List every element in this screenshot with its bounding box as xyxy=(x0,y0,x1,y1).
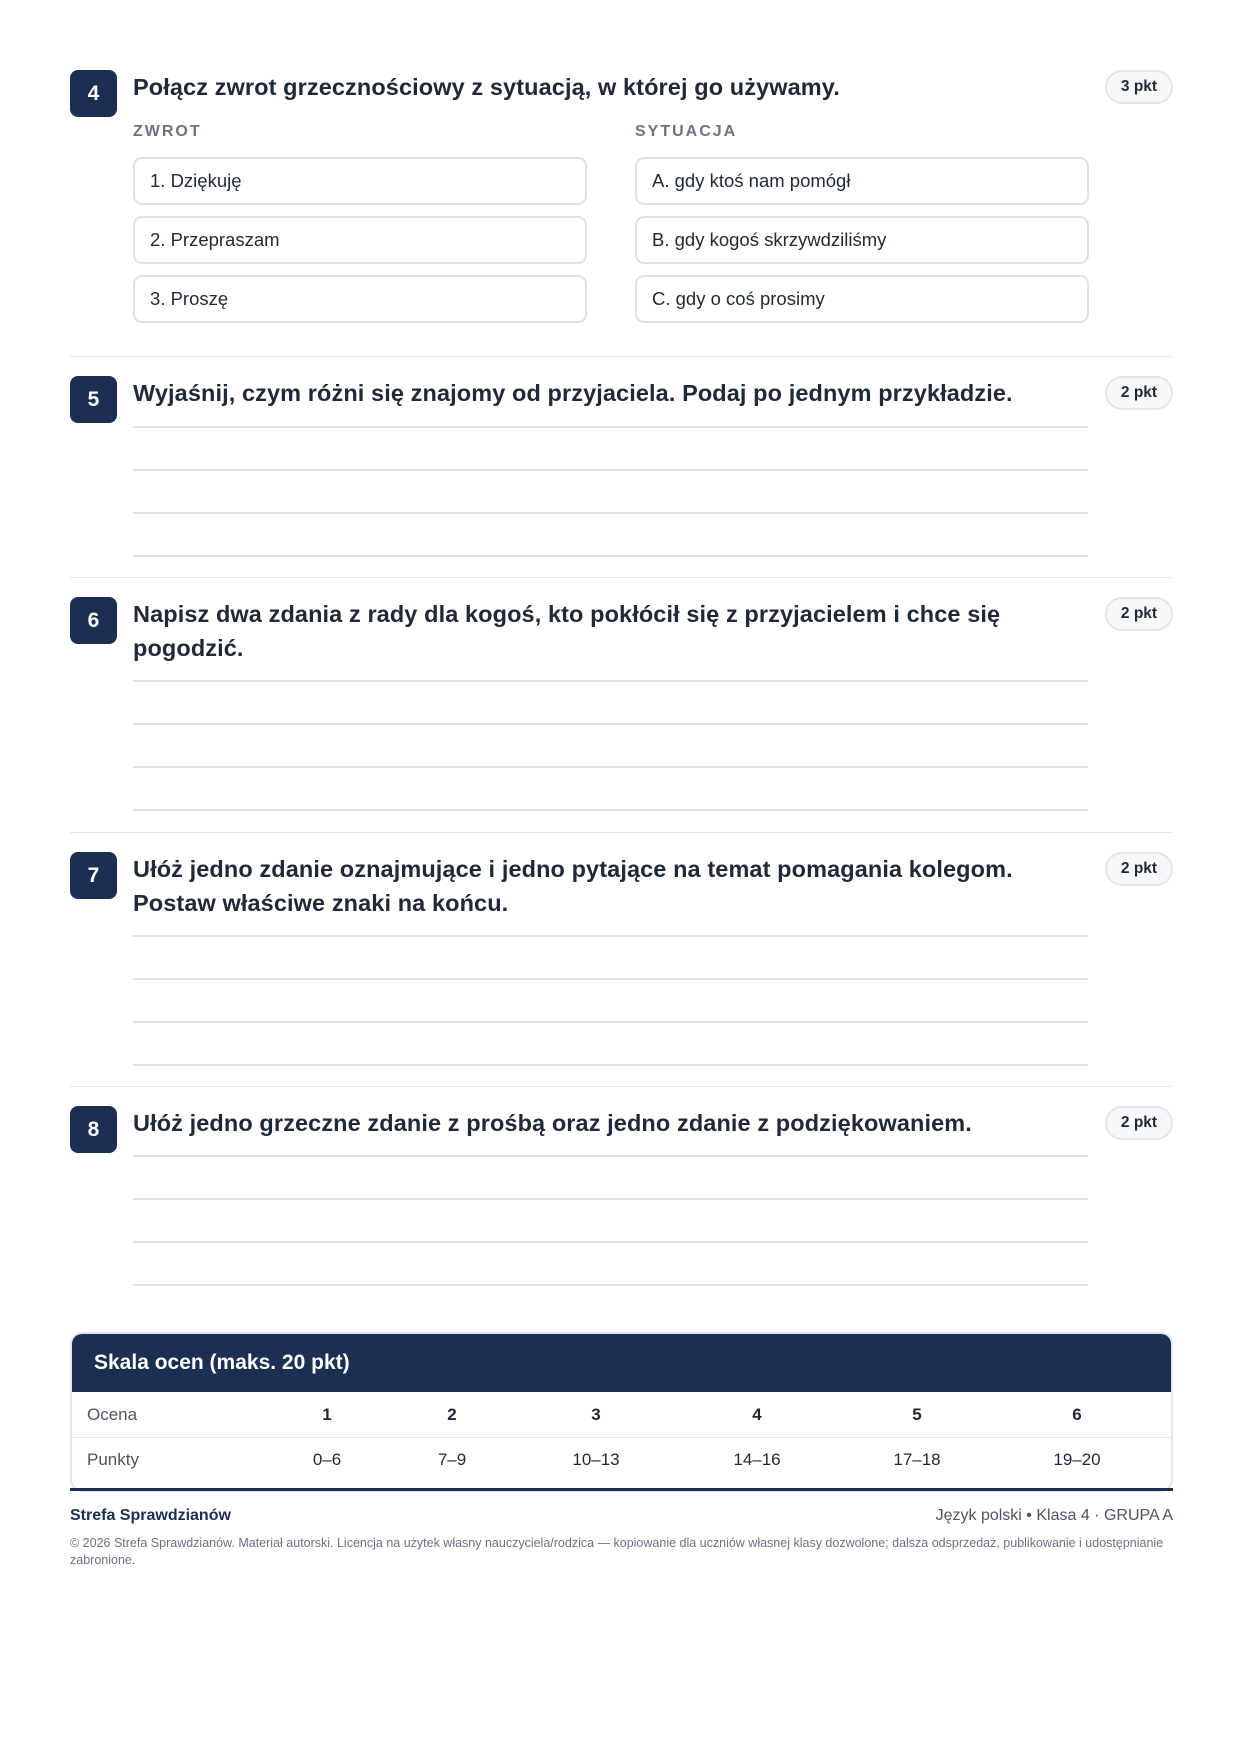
task-title: Wyjaśnij, czym różni się znajomy od przyjaciela. Podaj po jednym przykładzie. xyxy=(133,380,1013,406)
grade-row xyxy=(72,1393,1171,1438)
phrase-box: 1. Dziękuję xyxy=(133,157,587,205)
answer-line[interactable] xyxy=(133,935,1088,937)
task-number: 5 xyxy=(70,376,117,423)
task-8 xyxy=(70,1106,1173,1296)
answer-line[interactable] xyxy=(133,512,1088,514)
task-divider xyxy=(70,577,1173,578)
grade-cell: 3 xyxy=(591,1405,601,1424)
answer-line[interactable] xyxy=(133,723,1088,725)
phrase-box: 2. Przepraszam xyxy=(133,216,587,264)
grade-cell: 4 xyxy=(752,1405,762,1424)
grading-scale-table xyxy=(70,1332,1173,1492)
answer-line[interactable] xyxy=(133,426,1088,428)
points-badge: 3 pkt xyxy=(1105,70,1173,104)
points-badge: 2 pkt xyxy=(1105,1106,1173,1140)
copyright-notice: © 2026 Strefa Sprawdzianów. Materiał autorski. Licencja na użytek własny nauczyciela/rodzica — kopiowanie dla uczniów własnej klasy dozwolone; dalsza odsprzedaż, publikowanie i udostępnianie zabronione. xyxy=(70,1536,1164,1567)
task-title: Połącz zwrot grzecznościowy z sytuacją, w której go używamy. xyxy=(133,74,840,100)
task-number: 7 xyxy=(70,852,117,899)
task-title: Ułóż jedno grzeczne zdanie z prośbą oraz jedno zdanie z podziękowaniem. xyxy=(133,1110,972,1136)
task-number: 8 xyxy=(70,1106,117,1153)
situation-box: A. gdy ktoś nam pomógł xyxy=(635,157,1089,205)
grade-cell: 1 xyxy=(322,1405,332,1424)
task-4 xyxy=(70,70,1173,330)
answer-line[interactable] xyxy=(133,1241,1088,1243)
situation-box: C. gdy o coś prosimy xyxy=(635,275,1089,323)
points-badge: 2 pkt xyxy=(1105,852,1173,886)
task-divider xyxy=(70,356,1173,357)
points-range-cell: 0–6 xyxy=(312,1450,342,1469)
points-range-cell: 7–9 xyxy=(437,1450,467,1469)
answer-line[interactable] xyxy=(133,1021,1088,1023)
answer-line[interactable] xyxy=(133,809,1088,811)
points-range-cell: 17–18 xyxy=(893,1450,941,1469)
task-7 xyxy=(70,852,1173,1072)
task-title: Napisz dwa zdania z rady dla kogoś, kto pokłócił się z przyjacielem i chce się pogodzić. xyxy=(133,601,1001,661)
answer-line[interactable] xyxy=(133,1064,1088,1066)
worksheet-page xyxy=(70,0,1173,1754)
footer-rule xyxy=(70,1488,1173,1491)
phrase-box: 3. Proszę xyxy=(133,275,587,323)
answer-line[interactable] xyxy=(133,766,1088,768)
document-meta: Język polski • Klasa 4 · GRUPA A xyxy=(935,1507,1173,1524)
task-divider xyxy=(70,1086,1173,1087)
answer-line[interactable] xyxy=(133,680,1088,682)
task-title: Ułóż jedno zdanie oznajmujące i jedno pytające na temat pomagania kolegom. Postaw właściwe znaki na końcu. xyxy=(133,856,1013,916)
grading-scale-title: Skala ocen (maks. 20 pkt) xyxy=(72,1334,1171,1392)
grade-cell: 6 xyxy=(1072,1405,1082,1424)
answer-line[interactable] xyxy=(133,555,1088,557)
points-range-cell: 10–13 xyxy=(572,1450,620,1469)
brand-name: Strefa Sprawdzianów xyxy=(70,1507,231,1524)
task-divider xyxy=(70,832,1173,833)
points-badge: 2 pkt xyxy=(1105,376,1173,410)
points-range-cell: 19–20 xyxy=(1053,1450,1101,1469)
points-range-cell: 14–16 xyxy=(733,1450,781,1469)
answer-line[interactable] xyxy=(133,1284,1088,1286)
answer-line[interactable] xyxy=(133,1155,1088,1157)
answer-line[interactable] xyxy=(133,1198,1088,1200)
task-number: 6 xyxy=(70,597,117,644)
task-5 xyxy=(70,376,1173,556)
answer-line[interactable] xyxy=(133,978,1088,980)
points-row xyxy=(72,1438,1171,1482)
grade-cell: 5 xyxy=(912,1405,922,1424)
row-label: Ocena xyxy=(87,1405,138,1424)
task-number: 4 xyxy=(70,70,117,117)
answer-line[interactable] xyxy=(133,469,1088,471)
points-badge: 2 pkt xyxy=(1105,597,1173,631)
situation-box: B. gdy kogoś skrzywdziliśmy xyxy=(635,216,1089,264)
row-label: Punkty xyxy=(87,1450,139,1469)
task-6 xyxy=(70,597,1173,817)
grade-cell: 2 xyxy=(447,1405,457,1424)
column-header-left: ZWROT xyxy=(133,123,202,140)
column-header-right: SYTUACJA xyxy=(635,123,738,140)
